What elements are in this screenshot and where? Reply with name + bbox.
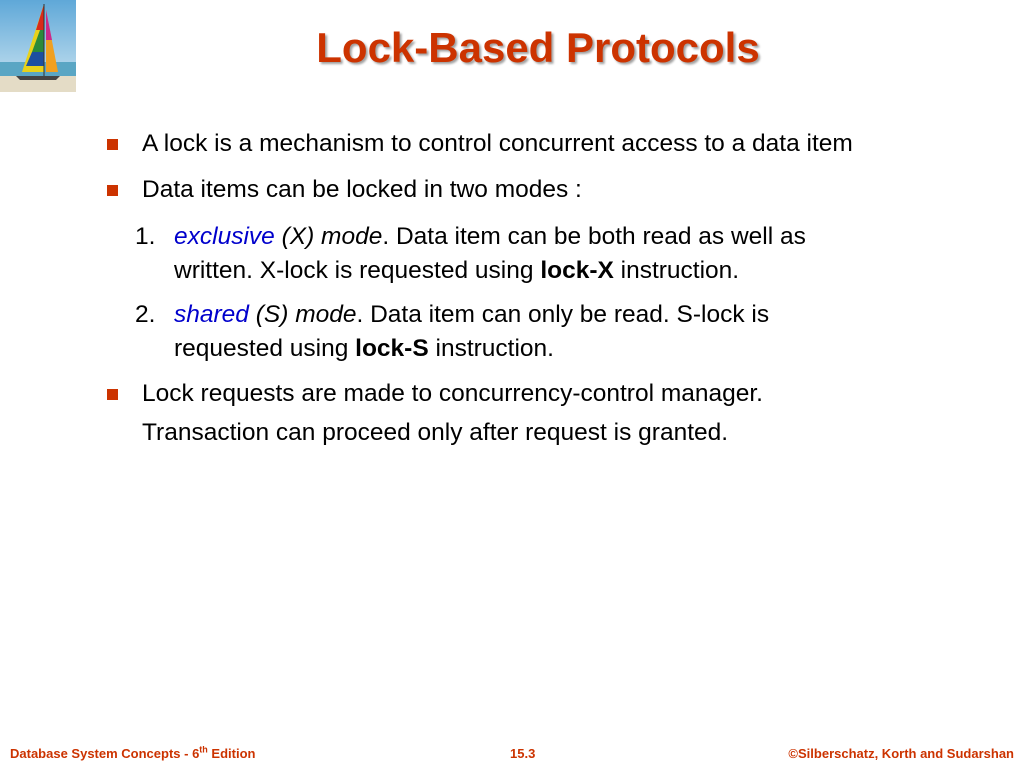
- square-bullet-icon: [107, 185, 118, 196]
- mode-line1: [174, 298, 769, 332]
- square-bullet-icon: [107, 389, 118, 400]
- mode-description: . Data item can only be read. S-lock is: [356, 301, 770, 328]
- mode-line2-text: requested using: [174, 335, 356, 362]
- mode-line2-end: instruction.: [613, 257, 740, 284]
- mode-name: exclusive: [174, 223, 275, 250]
- bullet-text: Lock requests are made to concurrency-control manager.: [142, 380, 763, 407]
- square-bullet-icon: [107, 139, 118, 150]
- mode-line2-end: instruction.: [428, 335, 554, 362]
- mode-abbrev: (S) mode: [248, 301, 357, 328]
- slide-title: Lock-Based Protocols: [316, 24, 760, 71]
- footer-book-title: [10, 746, 255, 761]
- mode-abbrev: (X) mode: [274, 223, 383, 250]
- instruction-name: lock-S: [355, 335, 429, 362]
- mode-line2: [174, 254, 739, 288]
- mode-line1: [174, 220, 806, 254]
- bullet-text: Transaction can proceed only after request is granted.: [142, 419, 729, 446]
- mode-line2-text: written. X-lock is requested using: [174, 257, 541, 284]
- list-number: 2.: [135, 301, 156, 328]
- list-number: 1.: [135, 223, 156, 250]
- mode-description: . Data item can be both read as well as: [382, 223, 806, 250]
- footer-book-name: Database System Concepts - 6: [10, 746, 200, 761]
- mode-line2: [174, 332, 554, 366]
- footer-edition-label: Edition: [207, 746, 256, 761]
- bullet-text: Data items can be locked in two modes :: [142, 176, 582, 203]
- footer-copyright: ©Silberschatz, Korth and Sudarshan: [788, 746, 1014, 761]
- mode-name: shared: [174, 301, 249, 328]
- footer-edition-sup: th: [199, 744, 208, 755]
- bullet-text: A lock is a mechanism to control concurrent access to a data item: [142, 130, 853, 157]
- instruction-name: lock-X: [540, 257, 614, 284]
- footer-page-number: 15.3: [510, 746, 536, 761]
